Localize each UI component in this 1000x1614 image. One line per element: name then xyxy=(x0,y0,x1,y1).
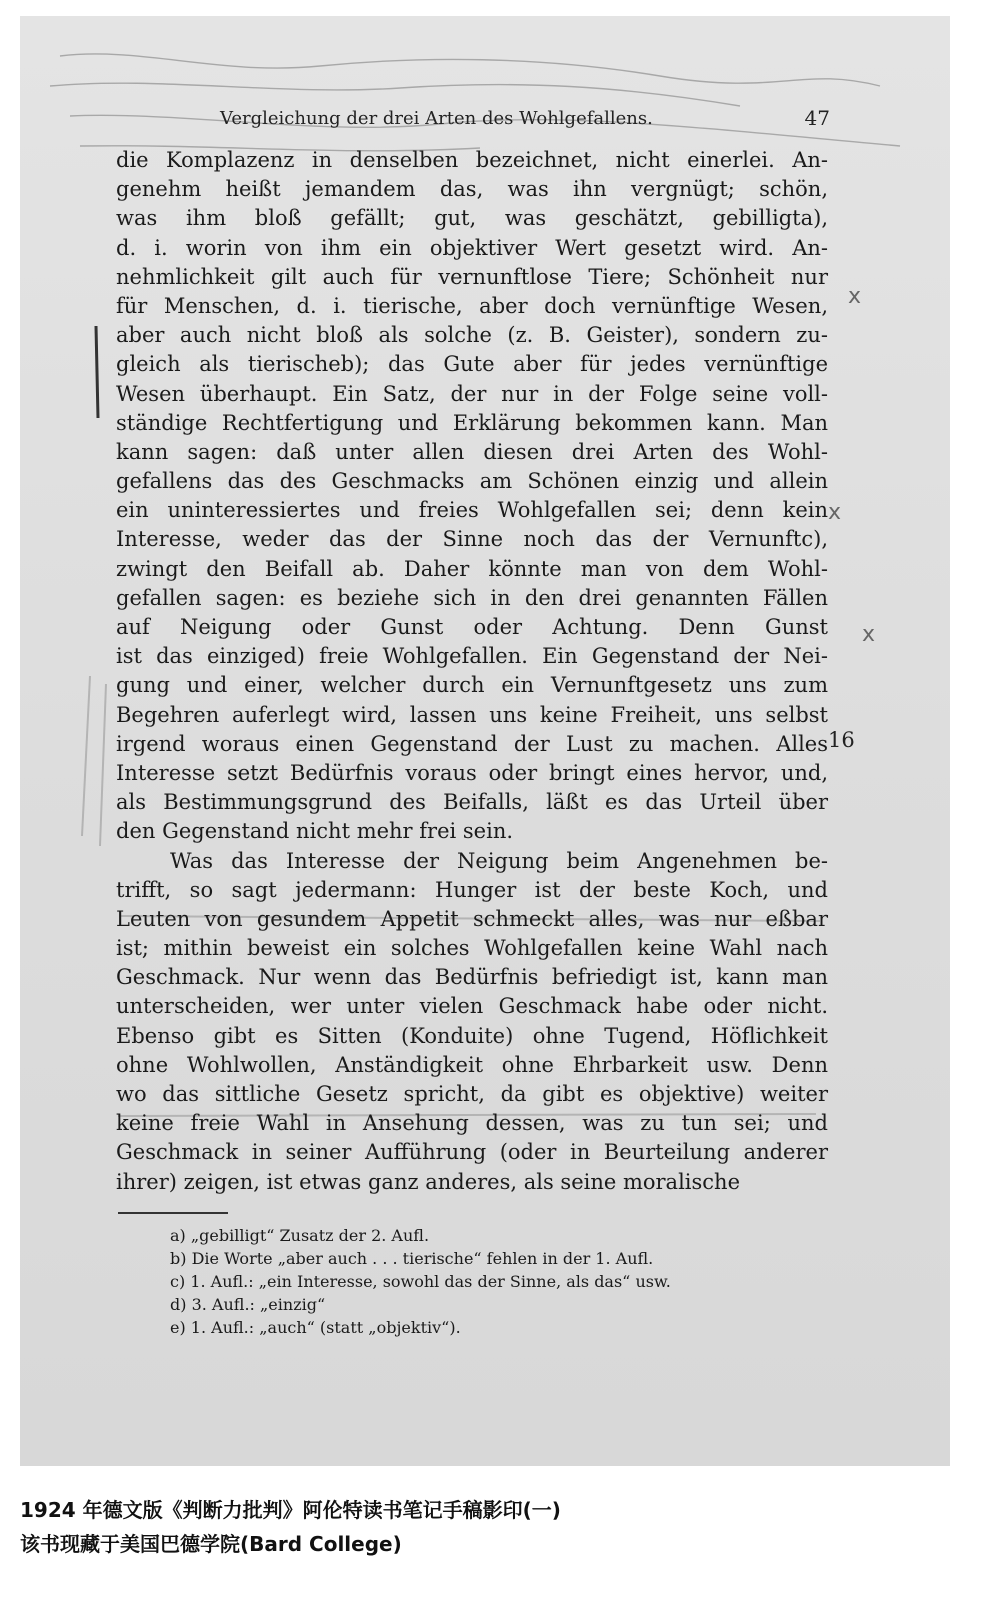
text-line: nehmlichkeit gilt auch für vernunftlose Tiere; Schönheit nur xyxy=(116,264,828,289)
caption-line-1: 1924 年德文版《判断力批判》阿伦特读书笔记手稿影印(一) xyxy=(20,1498,561,1522)
footnote-b: b) Die Worte „aber auch . . . tierische“ fehlen in der 1. Aufl. xyxy=(170,1249,654,1268)
text-line: Begehren auferlegt wird, lassen uns keine Freiheit, uns selbst xyxy=(116,702,828,727)
footnote-divider xyxy=(118,1212,228,1214)
text-line: Interesse, weder das der Sinne noch das der Vernunftc), xyxy=(116,527,828,552)
text-line: aber auch nicht bloß als solche (z. B. Geister), sondern zu- xyxy=(116,323,828,348)
scanned-book-page xyxy=(20,16,950,1466)
text-line: kann sagen: daß unter allen diesen drei Arten des Wohl- xyxy=(116,439,828,464)
text-line: unterscheiden, wer unter vielen Geschmack habe oder nicht. xyxy=(116,994,828,1019)
text-line: den Gegenstand nicht mehr frei sein. xyxy=(116,819,514,844)
text-line: trifft, so sagt jedermann: Hunger ist der beste Koch, und xyxy=(116,877,828,902)
text-line: keine freie Wahl in Ansehung dessen, was zu tun sei; und xyxy=(116,1111,828,1136)
text-line: gefallens das des Geschmacks am Schönen einzig und allein xyxy=(116,469,828,494)
text-line: auf Neigung oder Gunst oder Achtung. Denn Gunst xyxy=(116,615,828,639)
text-line: Was das Interesse der Neigung beim Angenehmen be- xyxy=(170,848,828,873)
text-line: die Komplazenz in denselben bezeichnet, nicht einerlei. An- xyxy=(116,148,828,172)
text-line: Geschmack. Nur wenn das Bedürfnis befriedigt ist, kann man xyxy=(116,965,828,990)
text-line: zwingt den Beifall ab. Daher könnte man von dem Wohl- xyxy=(116,556,828,581)
text-line: gung und einer, welcher durch ein Vernunftgesetz uns zum xyxy=(116,673,828,698)
text-line: ist; mithin beweist ein solches Wohlgefallen keine Wahl nach xyxy=(116,936,828,961)
text-line: Geschmack in seiner Aufführung (oder in Beurteilung anderer xyxy=(116,1140,828,1165)
text-line: ein uninteressiertes und freies Wohlgefallen sei; denn kein xyxy=(116,498,828,523)
running-header xyxy=(210,108,830,138)
text-line: irgend woraus einen Gegenstand der Lust zu machen. Alles xyxy=(116,731,828,756)
text-line: ohne Wohlwollen, Anständigkeit ohne Ehrbarkeit usw. Denn xyxy=(116,1052,828,1077)
text-line: als Bestimmungsgrund des Beifalls, läßt es das Urteil über xyxy=(116,790,828,815)
text-line: gleich als tierischeb); das Gute aber für jedes vernünftige xyxy=(116,352,828,377)
text-line: Interesse setzt Bedürfnis voraus oder bringt eines hervor, und, xyxy=(116,760,828,785)
footnote-c: c) 1. Aufl.: „ein Interesse, sowohl das der Sinne, als das“ usw. xyxy=(170,1272,671,1291)
text-line: gefallen sagen: es beziehe sich in den drei genannten Fällen xyxy=(116,585,828,610)
text-line: genehm heißt jemandem das, was ihn vergnügt; schön, xyxy=(116,177,828,202)
pencil-x-mark: x xyxy=(862,622,876,647)
pencil-x-mark: x xyxy=(848,284,862,309)
footnote-a: a) „gebilligt“ Zusatz der 2. Aufl. xyxy=(170,1226,430,1245)
footnote-e: e) 1. Aufl.: „auch“ (statt „objektiv“). xyxy=(170,1318,461,1337)
text-line: was ihm bloß gefällt; gut, was geschätzt, gebilligta), xyxy=(116,206,828,231)
footnotes xyxy=(170,1224,830,1339)
page-number: 47 xyxy=(804,106,830,130)
text-line: Leuten von gesundem Appetit schmeckt alles, was nur eßbar xyxy=(116,906,828,931)
text-line: ist das einziged) freie Wohlgefallen. Ein Gegenstand der Nei- xyxy=(116,644,828,669)
margin-line-number: 16 xyxy=(828,728,855,752)
text-line: ihrer) zeigen, ist etwas ganz anderes, als seine moralische xyxy=(116,1169,741,1194)
text-line: Wesen überhaupt. Ein Satz, der nur in der Folge seine voll- xyxy=(116,381,828,406)
footnote-d: d) 3. Aufl.: „einzig“ xyxy=(170,1295,326,1314)
body-text xyxy=(116,146,828,1197)
text-line: wo das sittliche Gesetz spricht, da gibt es objektive) weiter xyxy=(116,1082,828,1106)
caption-line-2: 该书现藏于美国巴德学院(Bard College) xyxy=(20,1532,402,1556)
text-line: Ebenso gibt es Sitten (Konduite) ohne Tugend, Höflichkeit xyxy=(116,1023,828,1048)
pencil-x-mark: x xyxy=(828,500,842,525)
text-line: für Menschen, d. i. tierische, aber doch vernünftige Wesen, xyxy=(116,293,828,318)
text-line: ständige Rechtfertigung und Erklärung bekommen kann. Man xyxy=(116,410,828,435)
text-line: d. i. worin von ihm ein objektiver Wert gesetzt wird. An- xyxy=(116,235,828,260)
header-title: Vergleichung der drei Arten des Wohlgefallens. xyxy=(220,108,653,129)
